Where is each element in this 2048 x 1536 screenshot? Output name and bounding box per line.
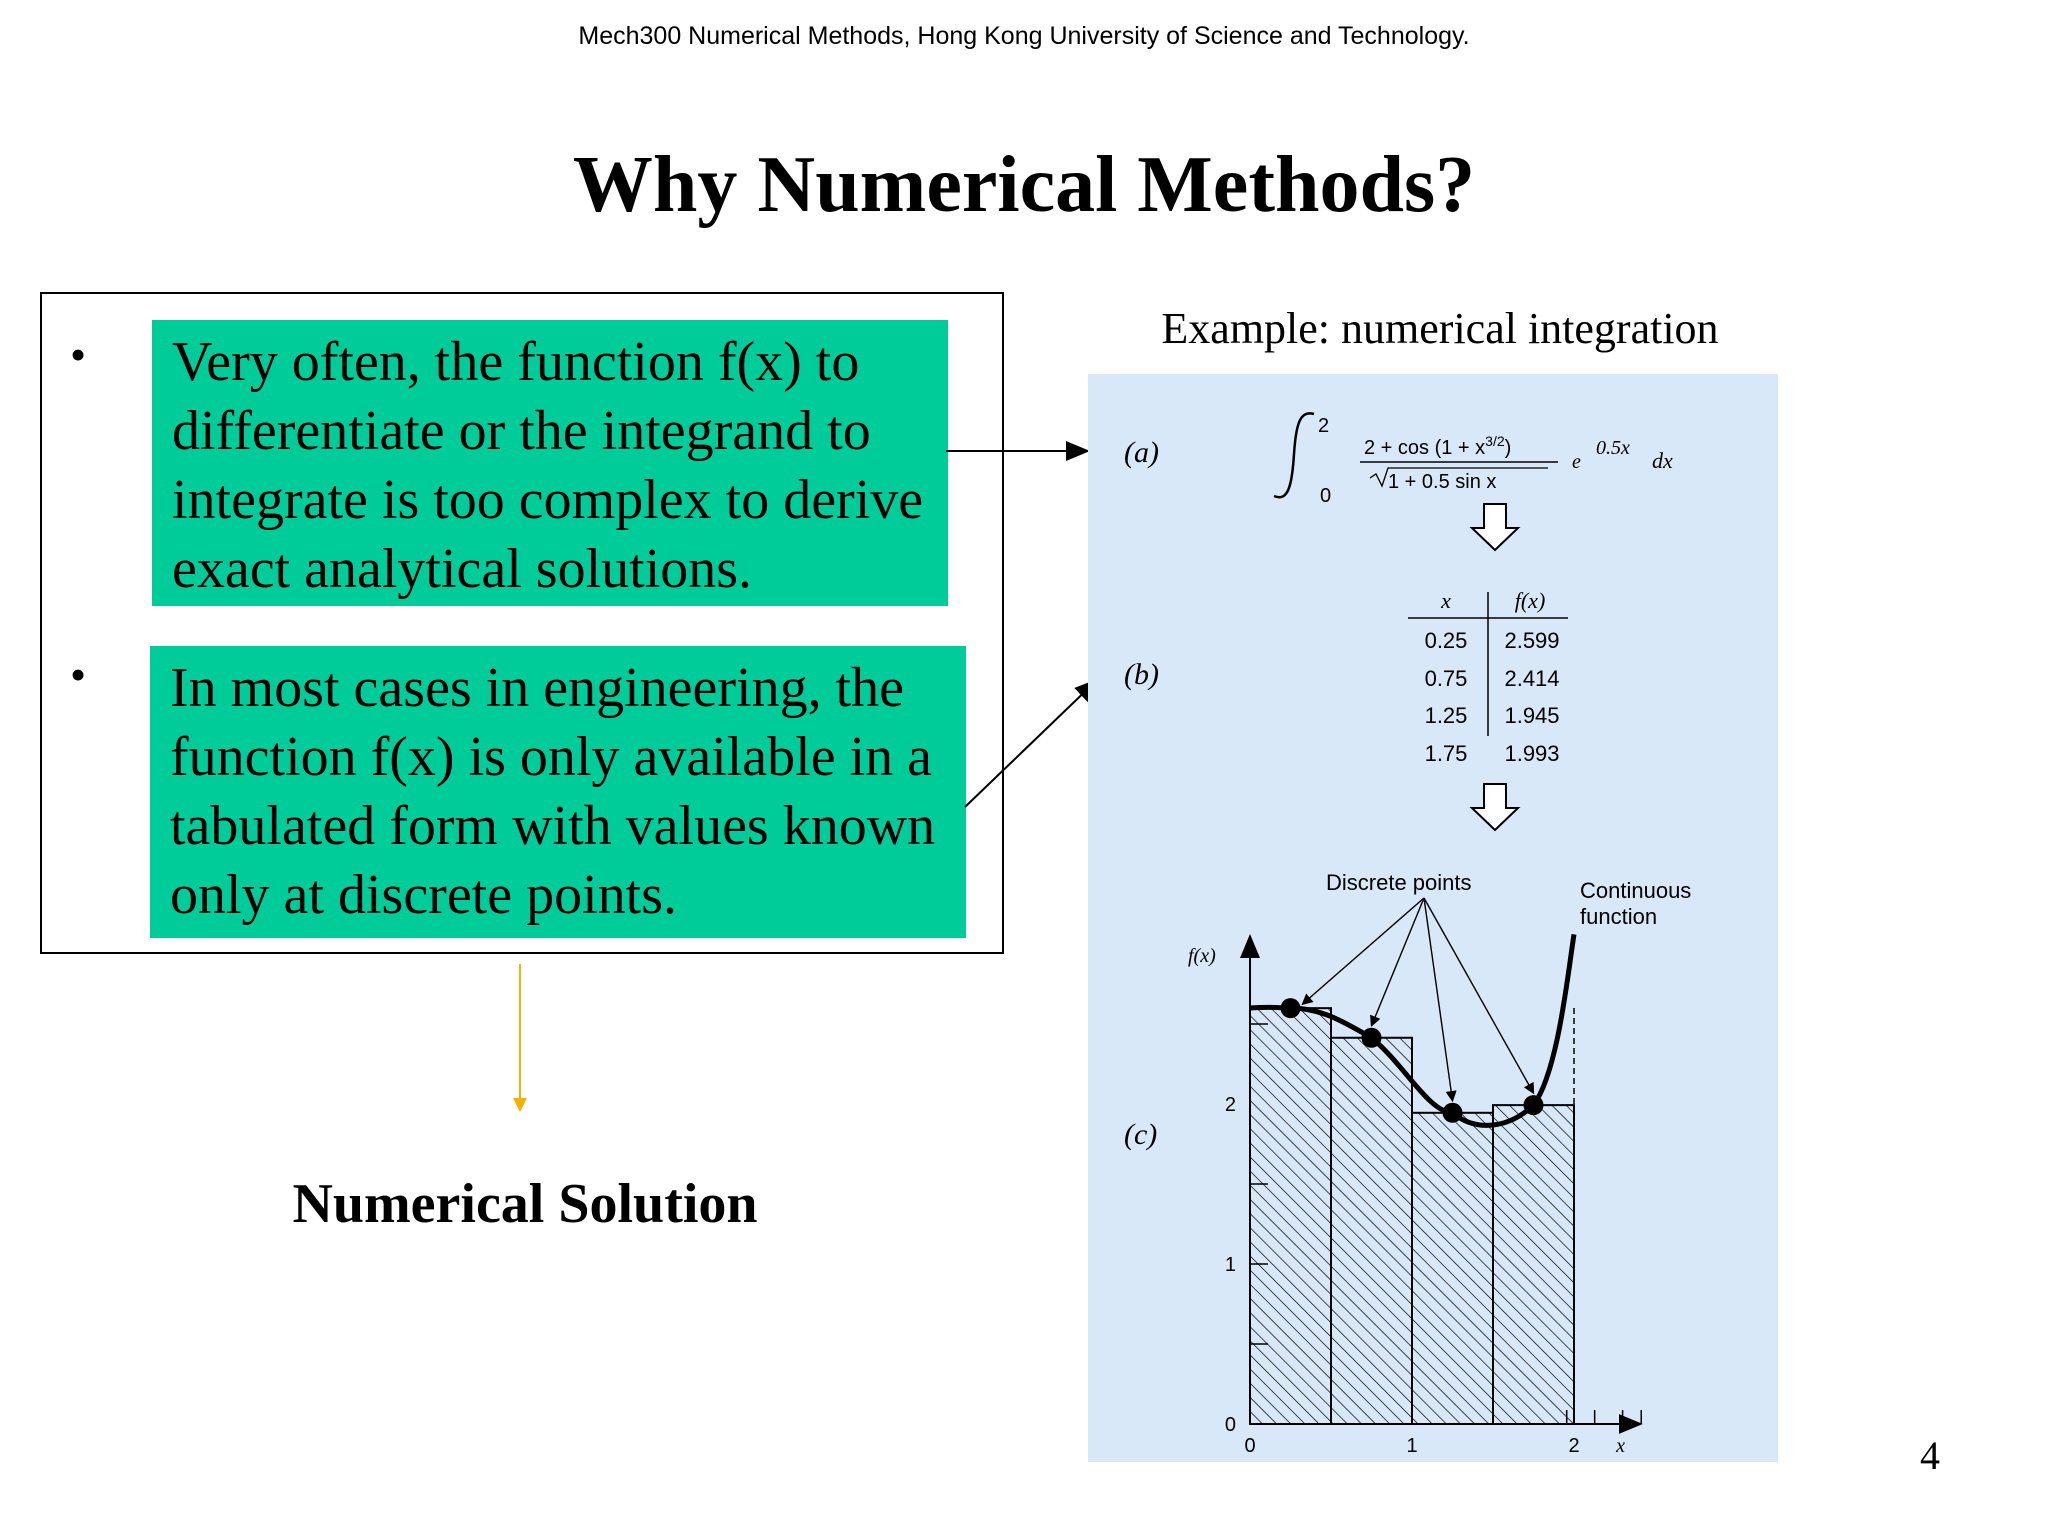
bullet-2-line: function f(x) is only available in a bbox=[170, 726, 932, 788]
bar bbox=[1331, 1038, 1412, 1424]
rectangle-rule-chart bbox=[1088, 854, 1778, 1454]
annotation-continuous-function: Continuous function bbox=[1580, 878, 1692, 929]
exp-base: e bbox=[1572, 451, 1581, 473]
integral-sign bbox=[1274, 413, 1314, 497]
example-caption: Example: numerical integration bbox=[1161, 304, 1719, 353]
bullet-2-line: only at discrete points. bbox=[170, 864, 678, 926]
integral-upper-limit: 2 bbox=[1318, 415, 1330, 437]
table-cell: 0.25 bbox=[1424, 628, 1468, 653]
bullet-2-line: In most cases in engineering, the bbox=[170, 657, 905, 719]
y-tick-label: 0 bbox=[1224, 1414, 1236, 1436]
bullet-1-line: differentiate or the integrand to bbox=[172, 400, 871, 462]
table-cell: 1.993 bbox=[1504, 741, 1560, 766]
discrete-point bbox=[1524, 1095, 1544, 1115]
y-tick-label: 2 bbox=[1224, 1094, 1236, 1116]
table-cell: 1.75 bbox=[1424, 741, 1468, 766]
annotation-arrow bbox=[1424, 898, 1453, 1101]
table-cell: 1.945 bbox=[1504, 703, 1560, 728]
down-arrow-icon bbox=[1472, 784, 1518, 830]
annotation-arrow bbox=[1372, 898, 1425, 1026]
x-tick-label: 2 bbox=[1568, 1435, 1580, 1454]
panel-label-a: (a) bbox=[1124, 436, 1159, 469]
bullet-1-line: Very often, the function f(x) to bbox=[172, 331, 860, 393]
numerical-solution-label: Numerical Solution bbox=[292, 1173, 758, 1235]
integration-figure bbox=[1088, 374, 1778, 1462]
x-tick-label: 1 bbox=[1406, 1435, 1418, 1454]
exp-power: 0.5x bbox=[1596, 437, 1630, 459]
table-header-fx: f(x) bbox=[1514, 588, 1546, 613]
integral-expression bbox=[1088, 374, 1778, 574]
discrete-point bbox=[1362, 1028, 1382, 1048]
integrand-numerator: $2 + \cos (1 + x^{3/2})$ bbox=[1364, 433, 1512, 459]
page-number: 4 bbox=[1920, 1433, 1940, 1478]
bar bbox=[1493, 1105, 1574, 1424]
annotation-discrete-points: Discrete points bbox=[1326, 870, 1472, 895]
dx-label: dx bbox=[1652, 448, 1673, 473]
integral-lower-limit: 0 bbox=[1320, 485, 1332, 507]
arrow-to-table bbox=[965, 680, 1097, 807]
x-tick-label: 0 bbox=[1244, 1435, 1256, 1454]
bullet-2-line: tabulated form with values known bbox=[170, 795, 936, 857]
x-axis-label: x bbox=[1616, 1435, 1626, 1454]
bar bbox=[1412, 1113, 1493, 1424]
y-tick-label: 1 bbox=[1224, 1254, 1236, 1276]
table-cell: 2.414 bbox=[1504, 666, 1560, 691]
panel-label-c: (c) bbox=[1124, 1118, 1158, 1151]
course-header: Mech300 Numerical Methods, Hong Kong University of Science and Technology. bbox=[578, 22, 1470, 50]
table-cell: 0.75 bbox=[1424, 666, 1468, 691]
integrand-denominator: 1 + 0.5 sin x bbox=[1388, 471, 1497, 493]
table-cell: 2.599 bbox=[1504, 628, 1560, 653]
table-cell: 1.25 bbox=[1424, 703, 1468, 728]
table-header-x: x bbox=[1441, 588, 1451, 613]
annotation-arrow bbox=[1303, 898, 1425, 1004]
panel-label-b: (b) bbox=[1124, 658, 1159, 691]
y-axis-label: f(x) bbox=[1188, 945, 1216, 967]
tabulated-values bbox=[1088, 574, 1778, 834]
annotation-arrow bbox=[1424, 898, 1534, 1093]
slide-title: Why Numerical Methods? bbox=[572, 141, 1476, 229]
bullet-1-line: exact analytical solutions. bbox=[172, 538, 753, 600]
discrete-point bbox=[1281, 998, 1301, 1018]
bullet-marker: • bbox=[70, 329, 87, 380]
bullet-1-line: integrate is too complex to derive bbox=[172, 469, 924, 531]
bar bbox=[1250, 1008, 1331, 1424]
down-arrow-icon bbox=[1472, 504, 1518, 550]
bullet-marker: • bbox=[70, 649, 87, 700]
discrete-point bbox=[1443, 1103, 1463, 1123]
